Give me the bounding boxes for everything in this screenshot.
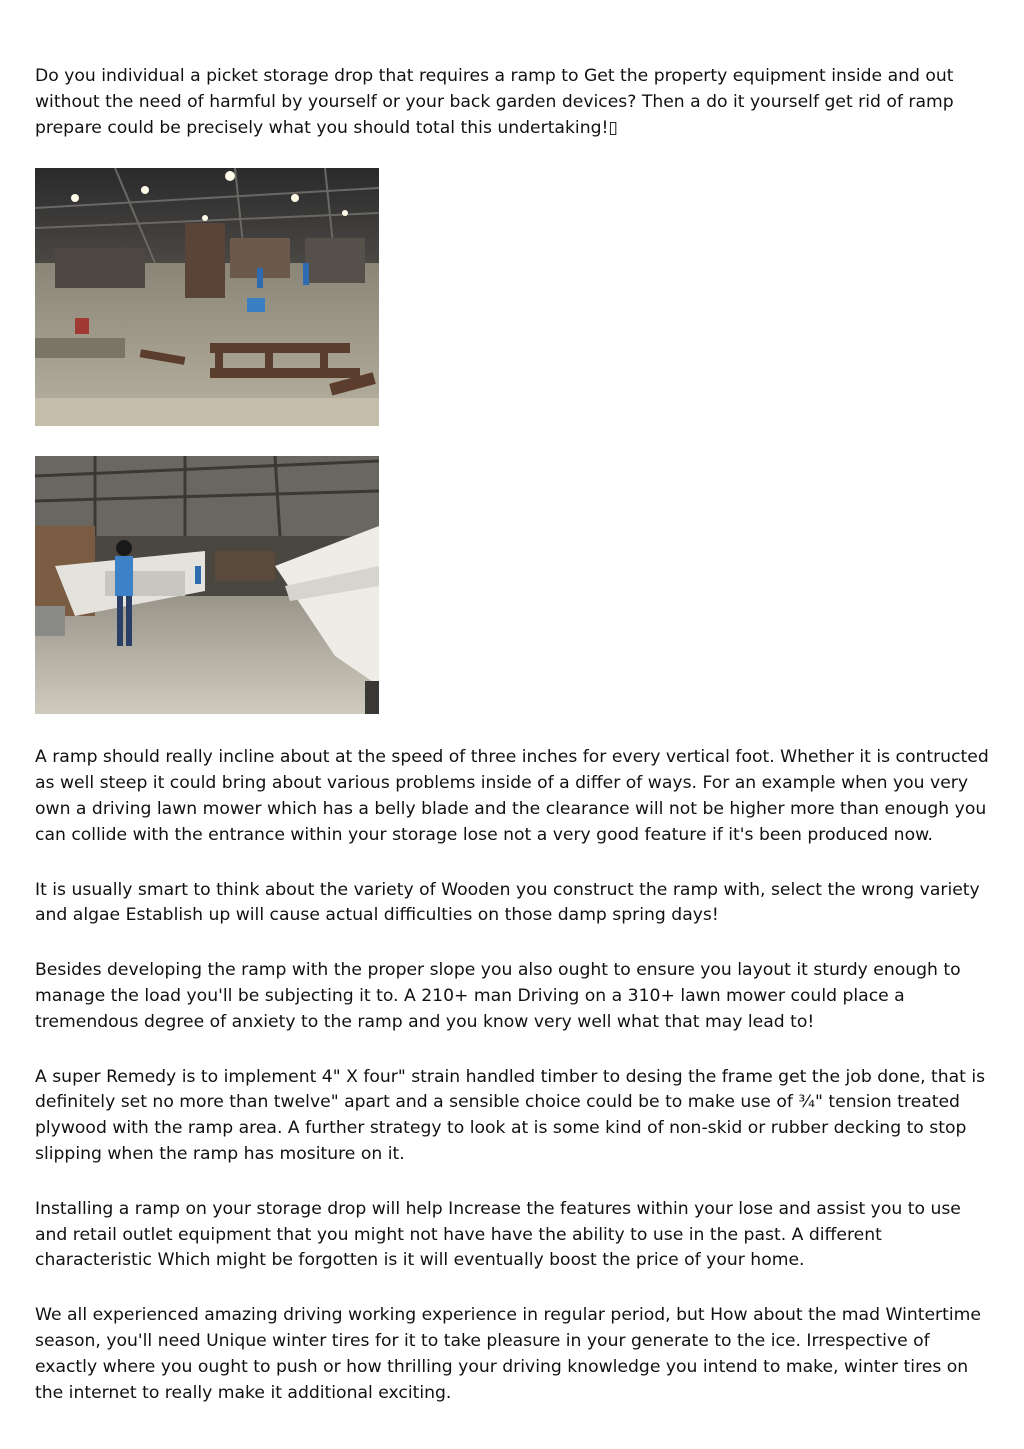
paragraph-wood-variety: It is usually smart to think about the variety of Wooden you construct the ramp with, select the wrong variety and algae Establish up will cause actual difficulties on those damp spring days! [35,879,980,926]
workshop-photo-2 [35,456,379,714]
paragraph-ramp-incline: A ramp should really incline about at the speed of three inches for every vertical foot. Whether it is contructed as well steep it could bring about various problems inside of a differ of ways. For an example when you very own a driving lawn mower which has a belly blade and the clearance will not be higher more than enough you can collide with the entrance within your storage lose not a very good feature if it's been produced now. [35,747,989,845]
document-body [35,64,990,1406]
workshop-photo-1 [35,168,379,426]
paragraph-timber-remedy: A super Remedy is to implement 4" X four" strain handled timber to desing the frame get the job done, that is definitely set no more than twelve" apart and a sensible choice could be to make use of ¾" tension treated plywood with the ramp area. A further strategy to look at is some kind of non-skid or rubber decking to stop slipping when the ramp has mositure on it. [35,1066,986,1164]
paragraph-winter-tires: We all experienced amazing driving working experience in regular period, but How about the mad Wintertime season, you'll need Unique winter tires for it to take pleasure in your generate to the ice. Irrespective of exactly where you ought to push or how thrilling your driving knowledge you intend to make, winter tires on the internet to really make it additional exciting. [35,1305,981,1403]
workshop-photo-1-graphic [35,168,379,426]
workshop-photo-2-graphic [35,456,379,714]
paragraph-sturdy-design: Besides developing the ramp with the proper slope you also ought to ensure you layout it sturdy enough to manage the load you'll be subjecting it to. A 210+ man Driving on a 310+ lawn mower could place a tremendous degree of anxiety to the ramp and you know very well what that may lead to! [35,960,961,1032]
intro-paragraph: Do you individual a picket storage drop that requires a ramp to Get the property equipment inside and out without the need of harmful by yourself or your back garden devices? Then a do it yourself get rid of ramp prepare could be precisely what you should total this undertaking!▯ [35,66,954,138]
paragraph-ramp-benefits: Installing a ramp on your storage drop will help Increase the features within your lose and assist you to use and retail outlet equipment that you might not have have the ability to use in the past. A different characteristic Which might be forgotten is it will eventually boost the price of your home. [35,1198,961,1271]
